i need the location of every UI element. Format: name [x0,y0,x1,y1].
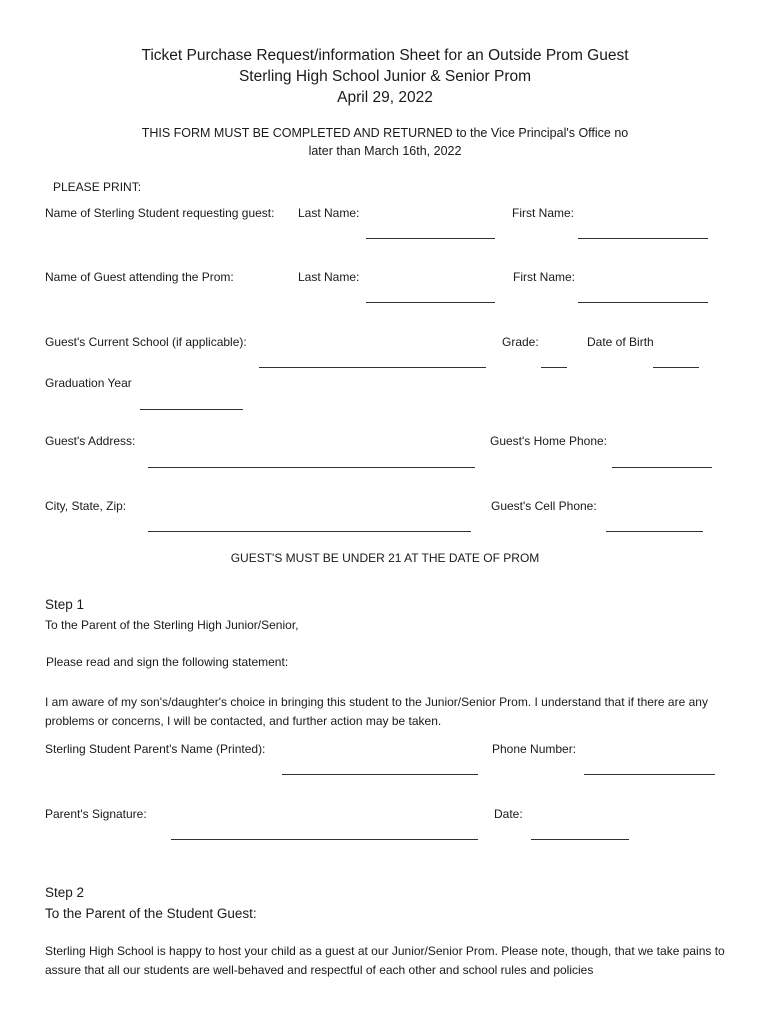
step2-salutation: To the Parent of the Student Guest: [45,906,257,921]
address-field[interactable] [148,467,475,468]
date-label: Date: [494,807,523,821]
guest-last-name-label: Last Name: [298,270,360,284]
event-date: April 29, 2022 [337,89,433,106]
step1-salutation: To the Parent of the Sterling High Junior/Senior, [45,618,299,632]
grade-field[interactable] [541,367,567,368]
deadline-notice-line2: later than March 16th, 2022 [308,144,462,158]
student-last-name-label: Last Name: [298,206,360,220]
event-name: Sterling High School Junior & Senior Prom [238,68,532,85]
parent-phone-field[interactable] [584,774,715,775]
current-school-field[interactable] [259,367,486,368]
step2-paragraph: Sterling High School is happy to host your child as a guest at our Junior/Senior Prom. Please note, though, that we take pains to assure that all our students are well-behaved and respectful of each other and school rules and policies [45,944,725,977]
home-phone-field[interactable] [612,467,712,468]
step1-statement: I am aware of my son's/daughter's choice in bringing this student to the Junior/Senior Prom. I understand that if there are any problems or concerns, I will be contacted, and further action may be taken. [45,695,708,728]
guest-first-name-label: First Name: [513,270,576,284]
current-school-label: Guest's Current School (if applicable): [45,335,247,349]
student-name-label: Name of Sterling Student requesting guest: [45,206,275,220]
city-state-zip-label: City, State, Zip: [45,499,127,513]
guest-last-name-field[interactable] [366,302,495,303]
grade-label: Grade: [502,335,539,349]
step1-heading: Step 1 [45,597,85,612]
deadline-notice-line1: THIS FORM MUST BE COMPLETED AND RETURNED to the Vice Principal's Office no [141,126,629,140]
graduation-year-label: Graduation Year [45,376,132,390]
please-print-label: PLEASE PRINT: [53,180,142,194]
dob-field[interactable] [653,367,699,368]
guest-first-name-field[interactable] [578,302,708,303]
address-label: Guest's Address: [45,434,136,448]
student-last-name-field[interactable] [366,238,495,239]
form-title: Ticket Purchase Request/information Sheet for an Outside Prom Guest [141,47,629,64]
parent-name-field[interactable] [282,774,478,775]
age-notice: GUEST'S MUST BE UNDER 21 AT THE DATE OF PROM [230,551,540,565]
student-first-name-label: First Name: [512,206,575,220]
city-state-zip-field[interactable] [148,531,471,532]
dob-label: Date of Birth [587,335,654,349]
step2-heading: Step 2 [45,885,85,900]
cell-phone-label: Guest's Cell Phone: [491,499,597,513]
date-field[interactable] [531,839,629,840]
home-phone-label: Guest's Home Phone: [490,434,608,448]
signature-field[interactable] [171,839,478,840]
cell-phone-field[interactable] [606,531,703,532]
graduation-year-field[interactable] [140,409,243,410]
guest-name-label: Name of Guest attending the Prom: [45,270,234,284]
signature-label: Parent's Signature: [45,807,147,821]
student-first-name-field[interactable] [578,238,708,239]
parent-phone-label: Phone Number: [492,742,577,756]
step1-instruction: Please read and sign the following statement: [46,655,289,669]
parent-name-label: Sterling Student Parent's Name (Printed): [45,742,266,756]
